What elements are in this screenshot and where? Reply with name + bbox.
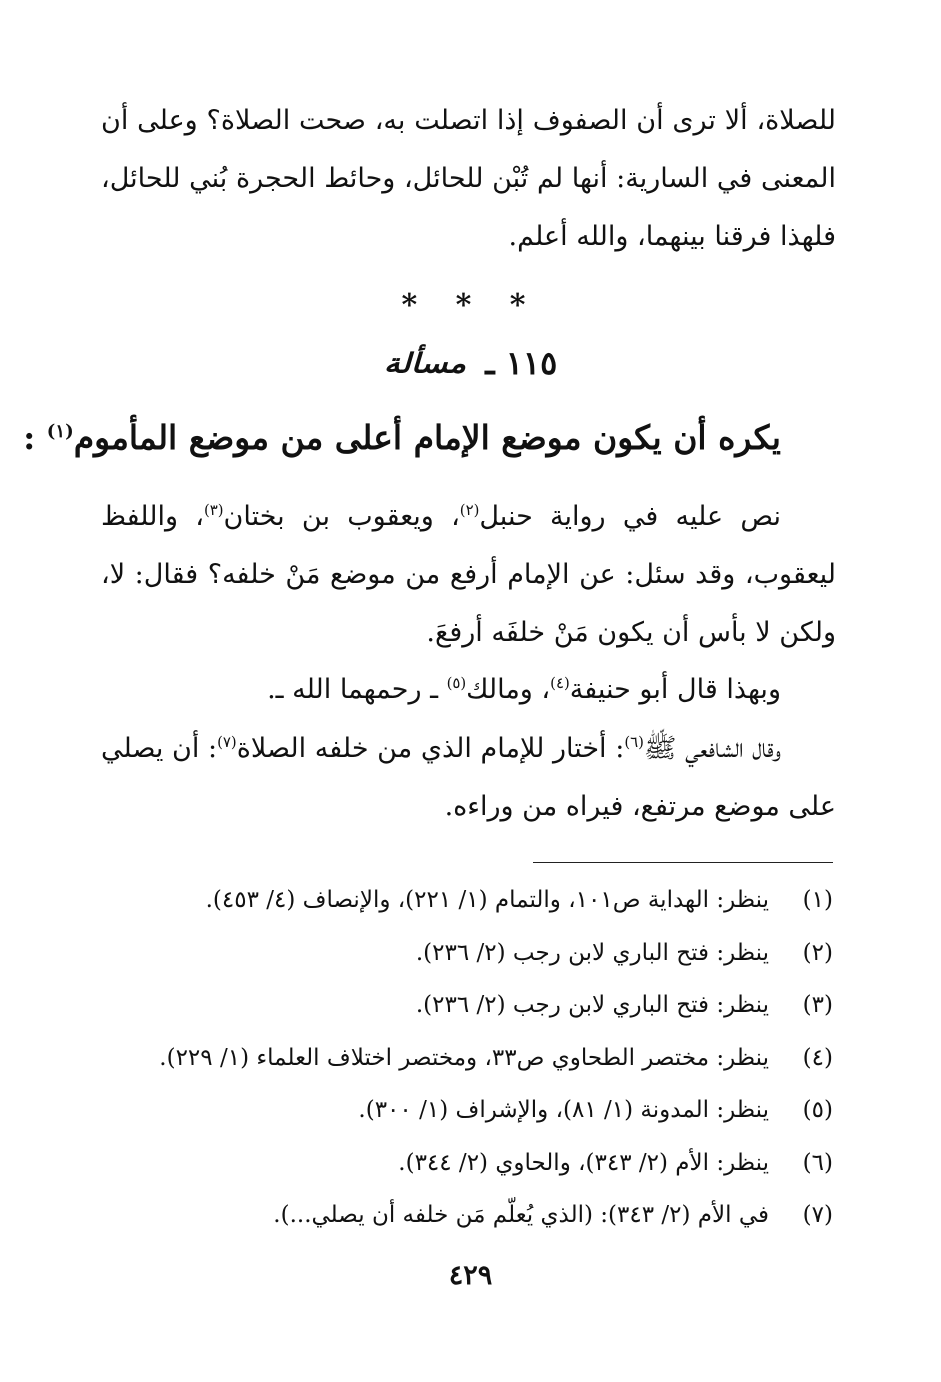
footnote-text: ينظر: مختصر الطحاوي ص٣٣، ومختصر اختلاف العلماء (١/ ٢٢٩). <box>159 1044 769 1071</box>
footnote-ref-3[interactable]: (٣) <box>203 501 224 519</box>
footnotes-list <box>113 874 833 1242</box>
footnote-ref-4[interactable]: (٤) <box>550 674 570 692</box>
paragraph-2-part-3: ـ رحمهما الله ـ. <box>267 674 447 705</box>
footnote-item <box>113 1189 833 1242</box>
footnote-number: (١) <box>802 887 833 913</box>
paragraph-3 <box>101 720 836 836</box>
footnote-ref-6[interactable]: (٦) <box>624 733 644 751</box>
footnote-number: (٧) <box>802 1202 833 1228</box>
footnote-number: (٦) <box>802 1149 833 1176</box>
intro-paragraph <box>101 92 836 266</box>
intro-line-3: فلهذا فرقنا بينهما، والله أعلم. <box>508 221 836 252</box>
paragraph-2 <box>101 661 836 719</box>
page-number: ٤٢٩ <box>448 1260 493 1291</box>
footnote-text: ينظر: الأم (٢/ ٣٤٣)، والحاوي (٢/ ٣٤٤). <box>398 1149 769 1176</box>
footnote-ref-2[interactable]: (٢) <box>459 501 480 519</box>
masala-number: ١١٥ ـ <box>485 344 558 382</box>
paragraph-1-part-3: ، واللفظ ليعقوب، وقد سئل: عن الإمام أرفع من موضع مَنْ خلفه؟ فقال: لا، ولكن لا بأس أن يكون مَنْ خلفَه أرفعَ. <box>101 501 836 648</box>
paragraph-3-part-1: وقال الشافعي ﷺ <box>643 733 781 764</box>
footnote-text: في الأم (٢/ ٣٤٣): (الذي يُعلّم مَن خلفه أن يصلي...). <box>273 1202 769 1228</box>
paragraph-3-part-3: : أن يصلي على موضع مرتفع، فيراه من وراءه. <box>101 733 836 822</box>
footnote-item <box>113 1032 833 1085</box>
footnote-number: (٢) <box>802 939 833 966</box>
paragraph-2-part-2: ، ومالك <box>466 674 551 705</box>
paragraph-2-part-1: وبهذا قال أبو حنيفة <box>569 674 781 705</box>
footnote-item <box>113 927 833 980</box>
footnote-text: ينظر: الهداية ص١٠١، والتمام (١/ ٢٢١)، والإنصاف (٤/ ٤٥٣). <box>205 887 769 913</box>
footnote-item <box>113 1084 833 1137</box>
paragraph-3-part-2: : أختار للإمام الذي من خلفه الصلاة <box>236 733 625 764</box>
section-separator: * * * <box>401 288 540 323</box>
footnote-text: ينظر: المدونة (١/ ٨١)، والإشراف (١/ ٣٠٠). <box>358 1097 769 1123</box>
footnote-divider <box>533 862 833 863</box>
footnote-text: ينظر: فتح الباري لابن رجب (٢/ ٢٣٦). <box>415 939 769 966</box>
masala-heading <box>0 344 941 382</box>
issue-title-text: يكره أن يكون موضع الإمام أعلى من موضع المأموم <box>73 418 781 457</box>
footnote-item <box>113 979 833 1032</box>
footnote-number: (٣) <box>802 992 833 1018</box>
intro-line-1: للصلاة، ألا ترى أن الصفوف إذا اتصلت به، صحت الصلاة؟ وعلى أن <box>101 105 836 136</box>
footnote-ref-7[interactable]: (٧) <box>217 733 237 751</box>
footnote-number: (٤) <box>802 1044 833 1071</box>
paragraph-1 <box>101 488 836 662</box>
footnote-item <box>113 1137 833 1190</box>
issue-title <box>23 418 781 457</box>
footnote-ref-1[interactable]: (١) <box>46 421 74 442</box>
footnote-ref-5[interactable]: (٥) <box>446 674 467 692</box>
footnote-item <box>113 874 833 927</box>
paragraph-1-part-1: نص عليه في رواية حنبل <box>479 501 781 532</box>
masala-word: مسألة <box>383 346 467 380</box>
footnote-text: ينظر: فتح الباري لابن رجب (٢/ ٢٣٦). <box>415 992 769 1018</box>
paragraph-1-part-2: ، ويعقوب بن بختان <box>223 501 460 532</box>
issue-title-colon: : <box>23 418 36 457</box>
intro-line-2: المعنى في السارية: أنها لم تُبْن للحائل، وحائط الحجرة بُني للحائل، <box>101 163 836 194</box>
footnote-number: (٥) <box>802 1097 833 1123</box>
